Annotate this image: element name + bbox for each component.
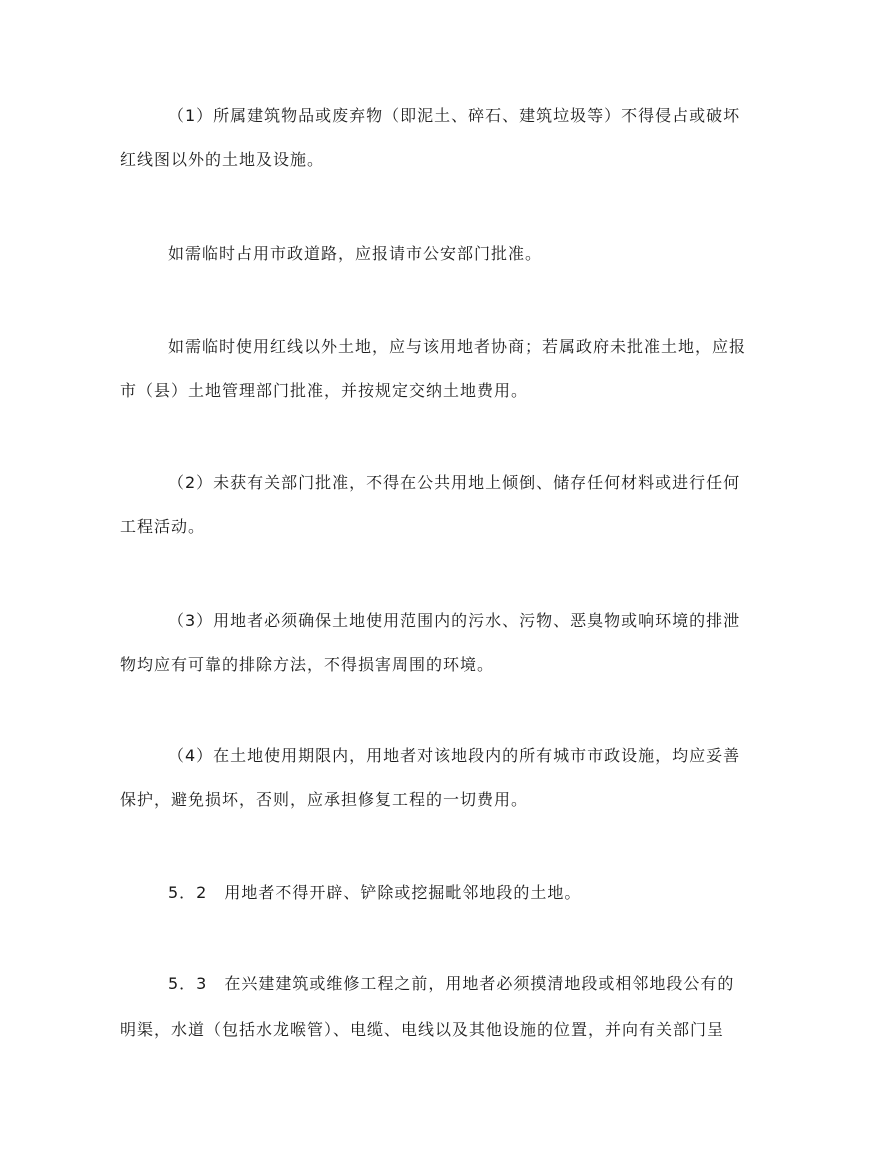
- section-5-2-line: 5．2 用地者不得开辟、铲除或挖掘毗邻地段的土地。: [168, 883, 582, 902]
- paragraph-6-line-1: （4）在土地使用期限内，用地者对该地段内的所有城市市政设施，均应妥善: [168, 746, 741, 765]
- paragraph-1-line-2: 红线图以外的土地及设施。: [120, 150, 325, 169]
- paragraph-3-line-2: 市（县）土地管理部门批准，并按规定交纳土地费用。: [120, 381, 529, 400]
- paragraph-6-line-2: 保护，避免损坏，否则，应承担修复工程的一切费用。: [120, 790, 529, 809]
- paragraph-1-line-1: （1）所属建筑物品或废弃物（即泥土、碎石、建筑垃圾等）不得侵占或破坏: [168, 106, 741, 125]
- section-5-3-line-2: 明渠，水道（包括水龙喉管）、电缆、电线以及其他设施的位置，并向有关部门呈: [120, 1020, 725, 1039]
- paragraph-5-line-1: （3）用地者必须确保土地使用范围内的污水、污物、恶臭物或响环境的排泄: [168, 611, 741, 630]
- paragraph-5-line-2: 物均应有可靠的排除方法，不得损害周围的环境。: [120, 655, 495, 674]
- paragraph-2-line-1: 如需临时占用市政道路，应报请市公安部门批准。: [168, 244, 543, 263]
- paragraph-4-line-1: （2）未获有关部门批准，不得在公共用地上倾倒、储存任何材料或进行任何: [168, 473, 741, 492]
- section-5-3-line-1: 5．3 在兴建建筑或维修工程之前，用地者必须摸清地段或相邻地段公有的: [168, 974, 735, 993]
- paragraph-3-line-1: 如需临时使用红线以外土地，应与该用地者协商；若属政府未批准土地，应报: [168, 337, 747, 356]
- paragraph-4-line-2: 工程活动。: [120, 517, 206, 536]
